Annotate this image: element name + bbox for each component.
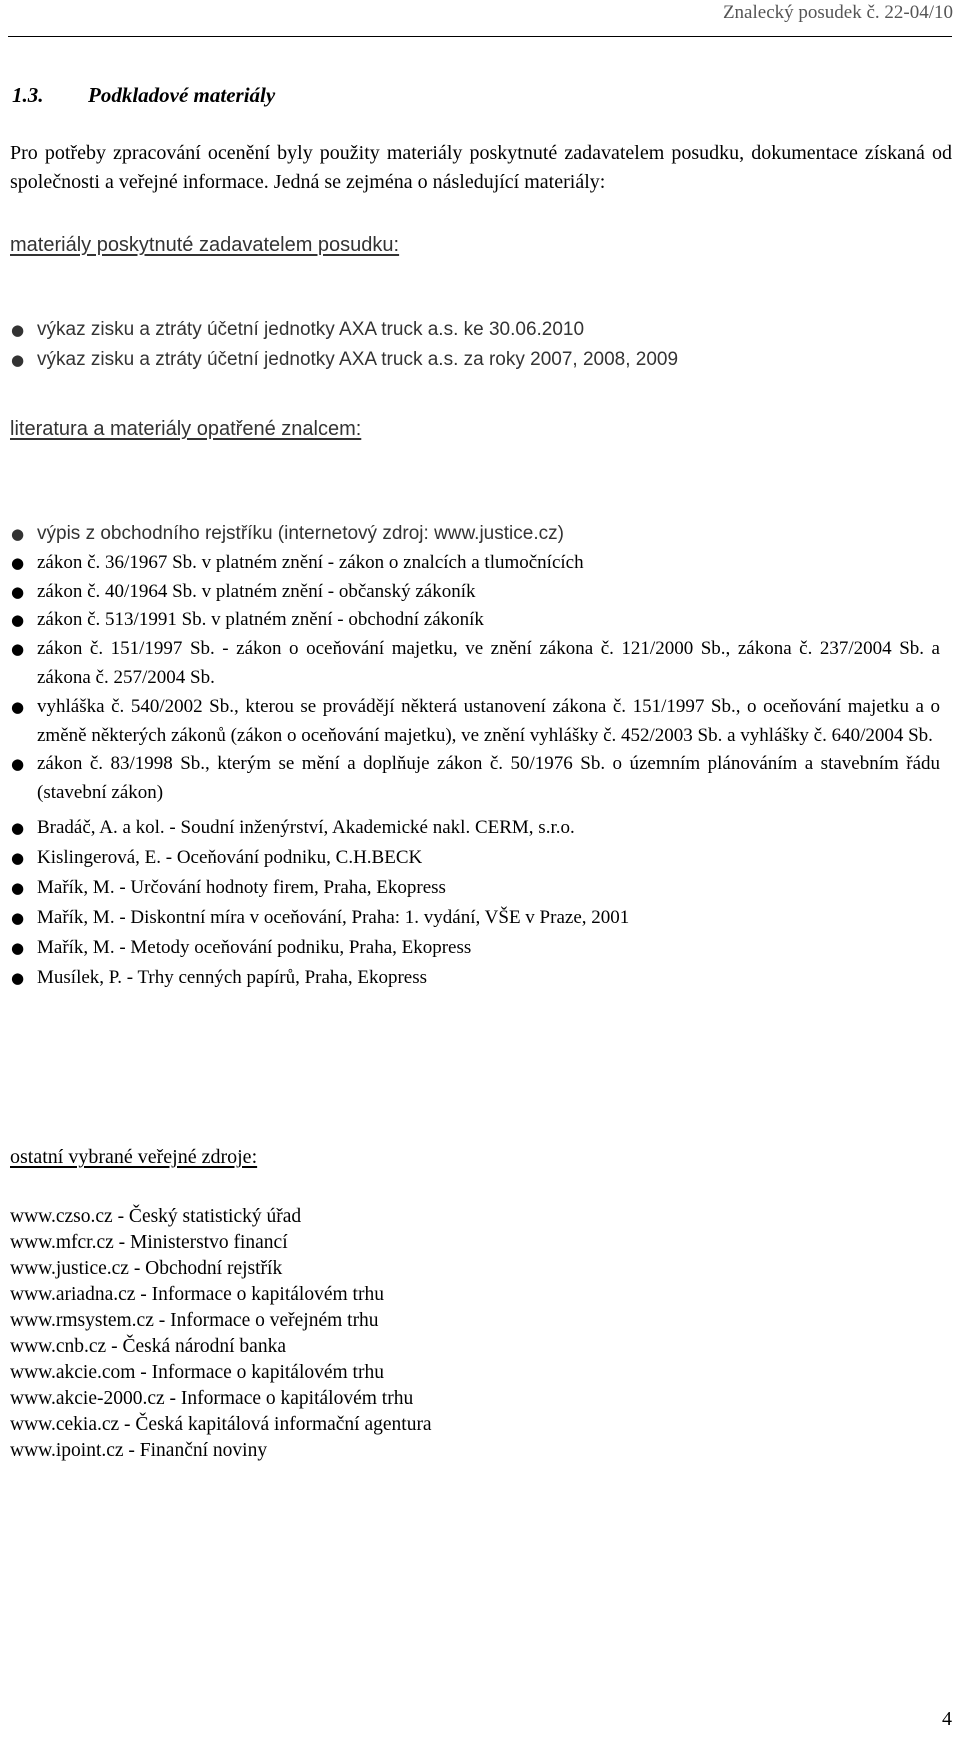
client-materials-heading: materiály poskytnuté zadavatelem posudku: bbox=[10, 234, 400, 256]
section-title: Podkladové materiály bbox=[88, 83, 276, 107]
public-sources-list bbox=[10, 1204, 432, 1464]
bullet-icon: ● bbox=[11, 969, 25, 987]
list-item: ● Mařík, M. - Diskontní míra v oceňování, Praha: 1. vydání, VŠE v Praze, 2001 bbox=[0, 903, 940, 933]
list-item: www.justice.cz - Obchodní rejstřík bbox=[10, 1258, 283, 1279]
section-number: 1.3. bbox=[12, 83, 44, 107]
list-item: ● zákon č. 36/1967 Sb. v platném znění - zákon o znalcích a tlumočnících bbox=[0, 549, 940, 578]
list-item: www.akcie.com - Informace o kapitálovém trhu bbox=[10, 1362, 384, 1383]
list-item: ● Mařík, M. - Určování hodnoty firem, Praha, Ekopress bbox=[0, 873, 940, 903]
list-item: ● Bradáč, A. a kol. - Soudní inženýrství, Akademické nakl. CERM, s.r.o. bbox=[0, 813, 940, 843]
list-item: ● vyhláška č. 540/2002 Sb., kterou se provádějí některá ustanovení zákona č. 151/1997 Sb., o oceňování majetku a o změně některých zákonů (zákon o oceňování majetku), ve znění vyhlášky č. 452/2003 Sb. a vyhlášky č. 640/2004 Sb. bbox=[0, 693, 940, 751]
list-item: ● zákon č. 151/1997 Sb. - zákon o oceňování majetku, ve znění zákona č. 121/2000 Sb., zákona č. 237/2004 Sb. a zákona č. 257/2004 Sb. bbox=[0, 635, 940, 693]
list-item: www.mfcr.cz - Ministerstvo financí bbox=[10, 1232, 288, 1253]
client-materials-list bbox=[0, 315, 940, 375]
list-item: ● Musílek, P. - Trhy cenných papírů, Praha, Ekopress bbox=[0, 963, 940, 993]
bullet-icon: ● bbox=[11, 819, 25, 837]
expert-materials-heading: literatura a materiály opatřené znalcem: bbox=[10, 418, 362, 440]
bullet-icon: ● bbox=[11, 321, 25, 339]
bullet-icon: ● bbox=[11, 909, 25, 927]
list-item: ● Kislingerová, E. - Oceňování podniku, C.H.BECK bbox=[0, 843, 940, 873]
bullet-icon: ● bbox=[11, 525, 25, 543]
list-item: ● zákon č. 83/1998 Sb., kterým se mění a doplňuje zákon č. 50/1976 Sb. o územním plánováním a stavebním řádu (stavební zákon) bbox=[0, 750, 940, 808]
bullet-icon: ● bbox=[11, 697, 25, 716]
bullet-icon: ● bbox=[11, 582, 25, 601]
list-item: ● zákon č. 513/1991 Sb. v platném znění - obchodní zákoník bbox=[0, 606, 940, 635]
literature-list bbox=[0, 813, 940, 993]
list-item: ● výpis z obchodního rejstříku (internetový zdroj: www.justice.cz) bbox=[0, 520, 940, 549]
bullet-icon: ● bbox=[11, 849, 25, 867]
expert-materials-list bbox=[0, 520, 940, 808]
section-heading bbox=[12, 83, 275, 108]
bullet-icon: ● bbox=[11, 755, 25, 774]
list-item: ● Mařík, M. - Metody oceňování podniku, Praha, Ekopress bbox=[0, 933, 940, 963]
header-divider bbox=[8, 36, 952, 37]
intro-paragraph: Pro potřeby zpracování ocenění byly použity materiály poskytnuté zadavatelem posudku, dokumentace získaná od společnosti a veřejné informace. Jedná se zejména o následující materiály: bbox=[10, 142, 952, 193]
list-item: www.akcie-2000.cz - Informace o kapitálovém trhu bbox=[10, 1388, 414, 1409]
list-item: www.cnb.cz - Česká národní banka bbox=[10, 1336, 286, 1357]
list-item: www.rmsystem.cz - Informace o veřejném trhu bbox=[10, 1310, 379, 1331]
page-number: 4 bbox=[942, 1708, 952, 1730]
list-item: www.ipoint.cz - Finanční noviny bbox=[10, 1440, 268, 1461]
list-item: www.ariadna.cz - Informace o kapitálovém trhu bbox=[10, 1284, 384, 1305]
document-header: Znalecký posudek č. 22-04/10 bbox=[722, 2, 953, 23]
list-item: www.czso.cz - Český statistický úřad bbox=[10, 1206, 302, 1227]
bullet-icon: ● bbox=[11, 611, 25, 630]
list-item: ● výkaz zisku a ztráty účetní jednotky AXA truck a.s. ke 30.06.2010 bbox=[0, 315, 940, 345]
bullet-icon: ● bbox=[11, 939, 25, 957]
public-sources-heading: ostatní vybrané veřejné zdroje: bbox=[10, 1146, 258, 1168]
list-item: ● výkaz zisku a ztráty účetní jednotky AXA truck a.s. za roky 2007, 2008, 2009 bbox=[0, 345, 940, 375]
bullet-icon: ● bbox=[11, 879, 25, 897]
bullet-icon: ● bbox=[11, 351, 25, 369]
list-item: ● zákon č. 40/1964 Sb. v platném znění - občanský zákoník bbox=[0, 578, 940, 607]
bullet-icon: ● bbox=[11, 640, 25, 659]
bullet-icon: ● bbox=[11, 553, 25, 572]
list-item: www.cekia.cz - Česká kapitálová informační agentura bbox=[10, 1414, 432, 1435]
